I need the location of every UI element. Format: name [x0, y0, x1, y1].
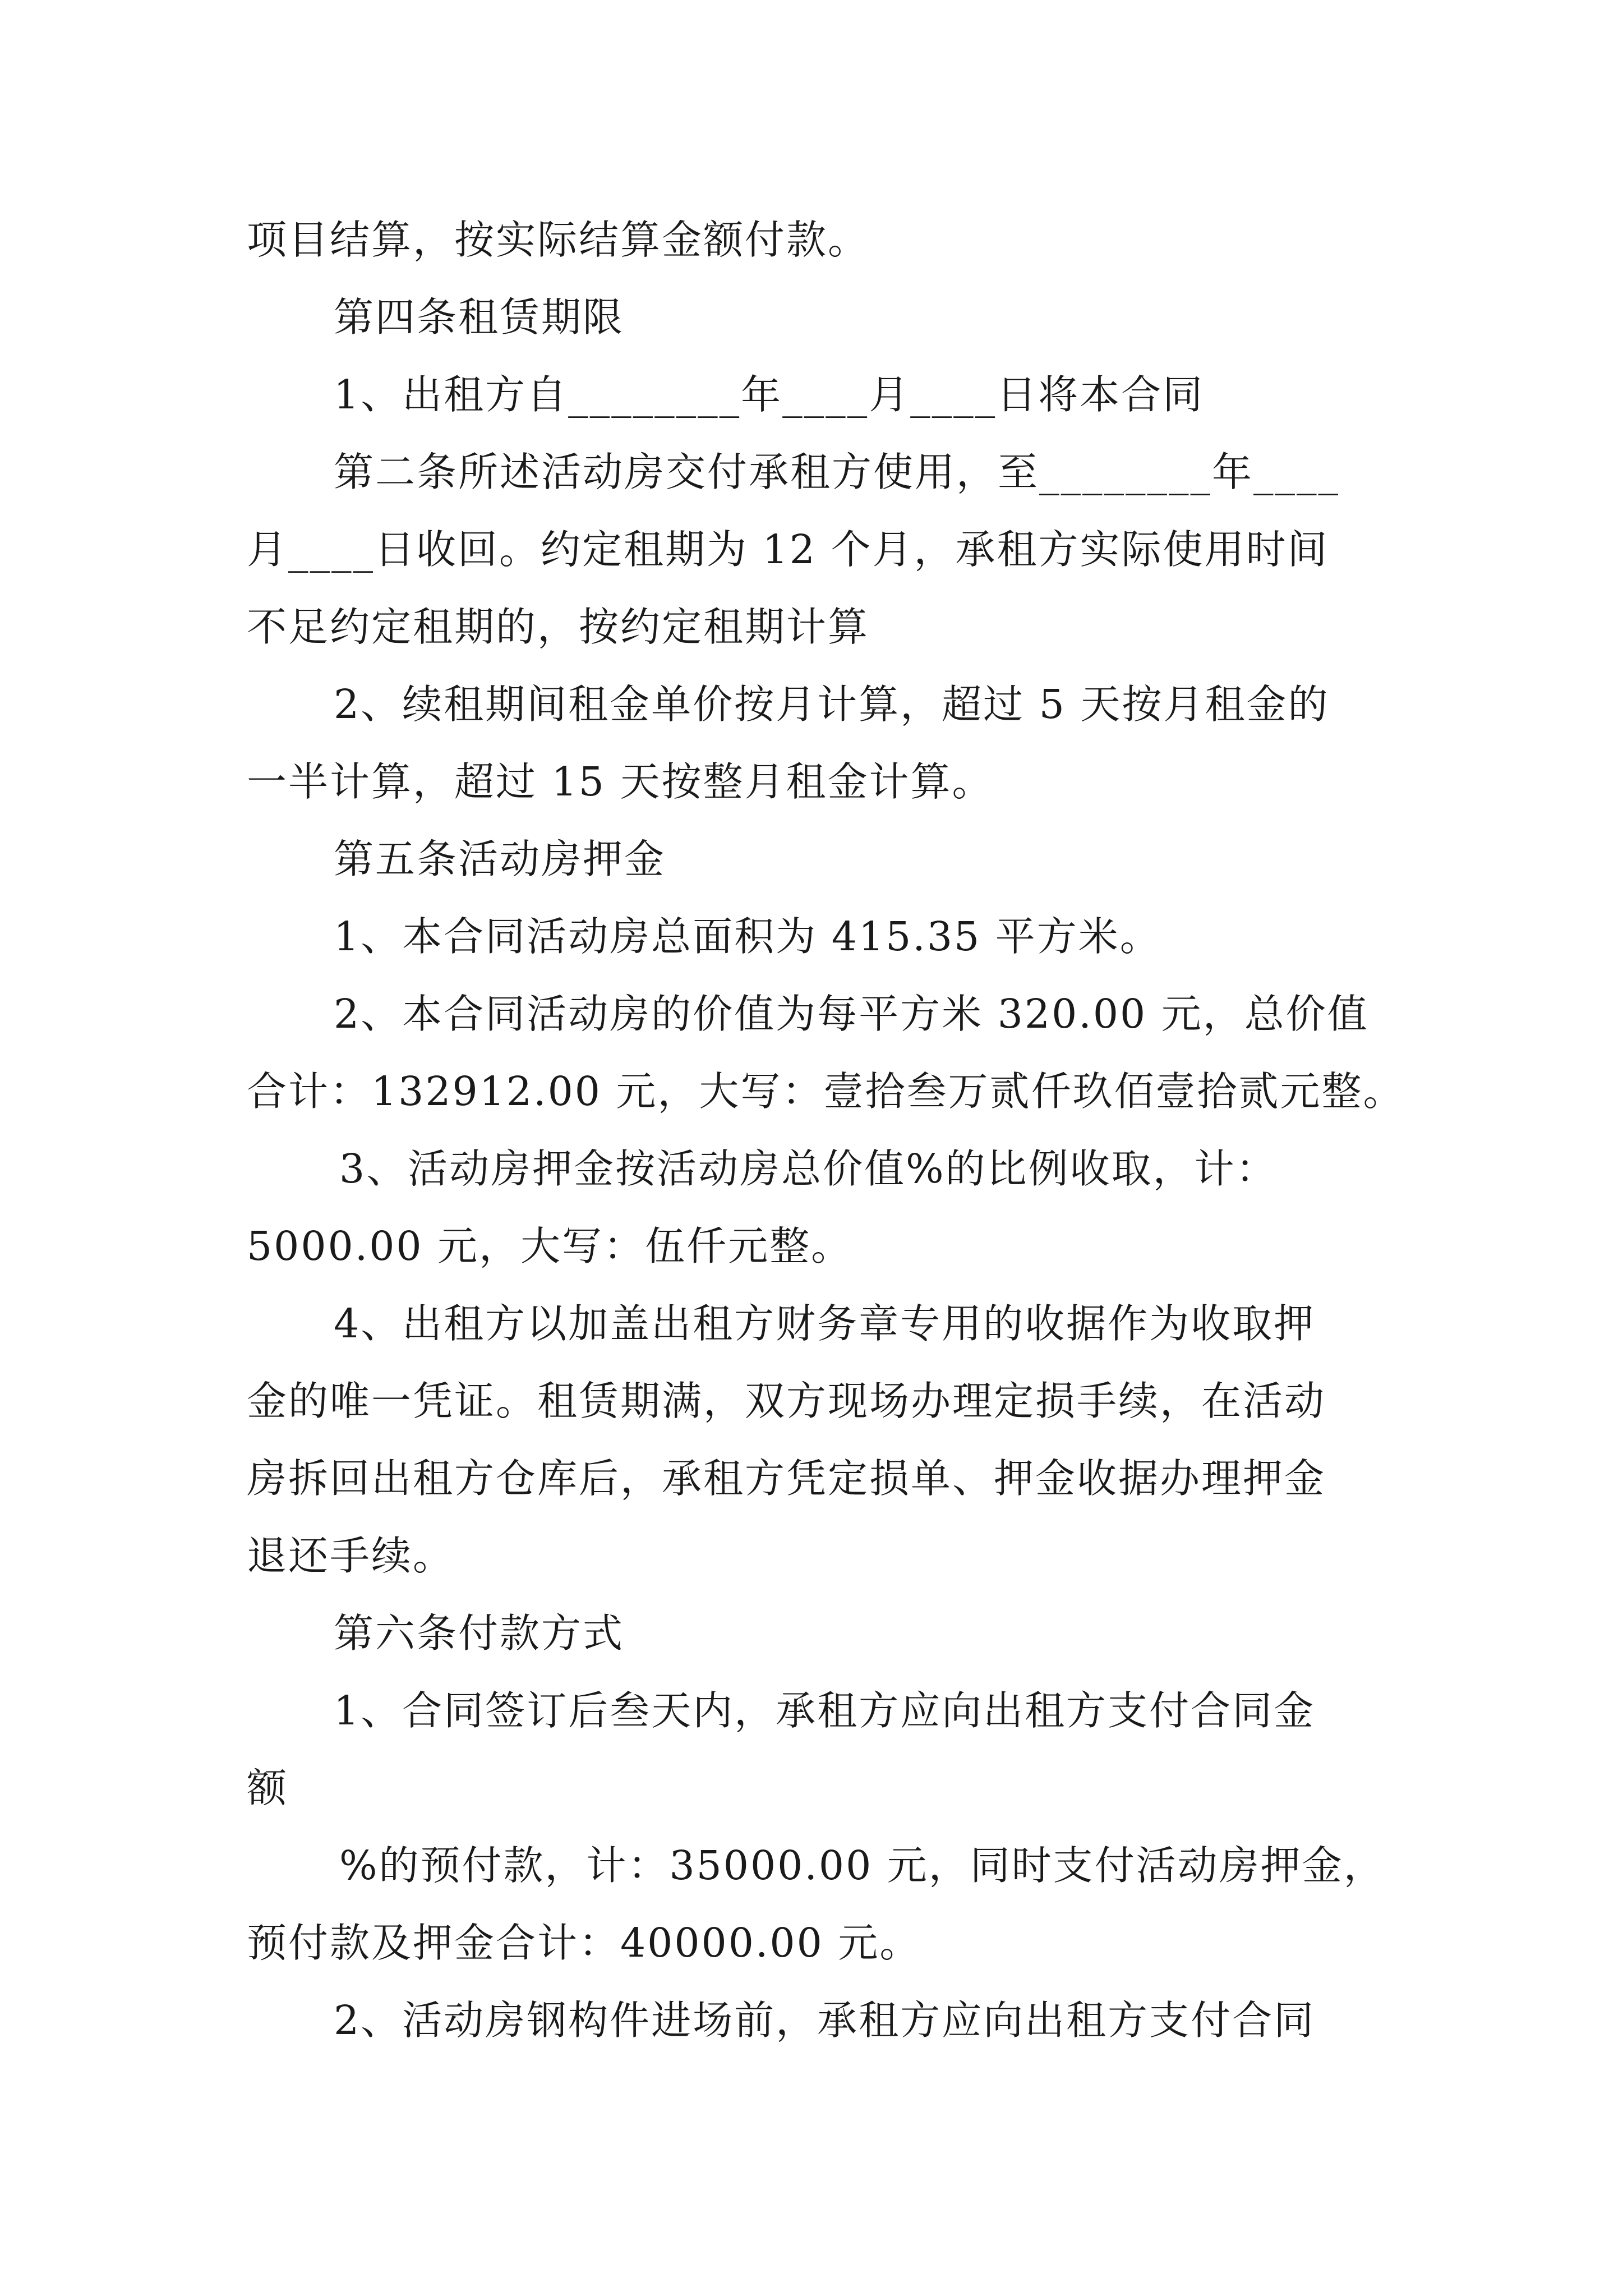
text-line: %的预付款，计：35000.00 元，同时支付活动房押金，	[339, 1842, 1385, 1889]
section-heading: 第五条活动房押金	[334, 836, 666, 882]
text-line: 2、本合同活动房的价值为每平方米 320.00 元，总价值	[334, 991, 1369, 1037]
text-line: 2、活动房钢构件进场前，承租方应向出租方支付合同	[334, 1997, 1316, 2044]
text-line: 额	[247, 1765, 289, 1811]
text-line: 5000.00 元，大写：伍仟元整。	[247, 1223, 853, 1269]
text-line: 3、活动房押金按活动房总价值%的比例收取，计：	[339, 1145, 1278, 1192]
section-heading: 第四条租赁期限	[334, 294, 625, 341]
text-line: 金的唯一凭证。租赁期满，双方现场办理定损手续，在活动	[247, 1378, 1326, 1424]
text-line: 1、本合同活动房总面积为 415.35 平方米。	[334, 913, 1161, 960]
text-line: 退还手续。	[247, 1533, 455, 1579]
text-line: 1、合同签订后叁天内，承租方应向出租方支付合同金	[334, 1687, 1316, 1734]
text-line: 2、续租期间租金单价按月计算，超过 5 天按月租金的	[334, 681, 1330, 728]
text-line: 不足约定租期的，按约定租期计算	[247, 604, 870, 650]
text-line: 项目结算，按实际结算金额付款。	[247, 217, 870, 263]
text-line: 一半计算，超过 15 天按整月租金计算。	[247, 758, 994, 805]
text-line: 1、出租方自________年____月____日将本合同	[334, 371, 1205, 418]
text-line: 合计：132912.00 元，大写：壹拾叁万贰仟玖佰壹拾贰元整。	[247, 1068, 1405, 1115]
text-line: 房拆回出租方仓库后，承租方凭定损单、押金收据办理押金	[247, 1455, 1326, 1502]
section-heading: 第六条付款方式	[334, 1610, 625, 1657]
text-line: 4、出租方以加盖出租方财务章专用的收据作为收取押	[334, 1300, 1316, 1347]
text-line: 第二条所述活动房交付承租方使用，至________年____	[334, 449, 1340, 495]
text-line: 月____日收回。约定租期为 12 个月，承租方实际使用时间	[247, 526, 1329, 573]
text-line: 预付款及押金合计：40000.00 元。	[247, 1920, 921, 1966]
